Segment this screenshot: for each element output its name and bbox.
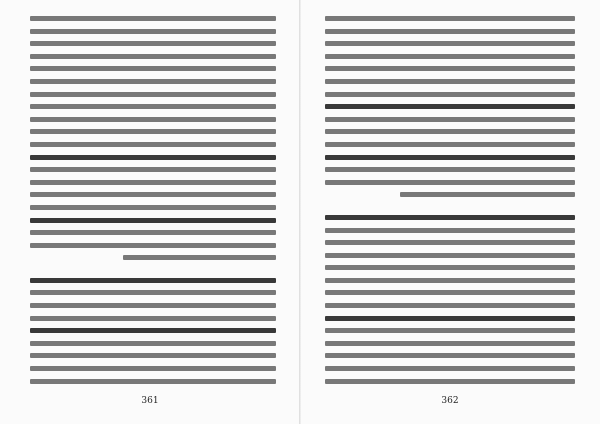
text-line bbox=[325, 41, 575, 46]
text-line bbox=[30, 66, 276, 71]
text-line bbox=[400, 192, 575, 197]
page-number: 362 bbox=[441, 396, 459, 406]
text-line bbox=[30, 353, 276, 358]
text-line bbox=[30, 29, 276, 34]
text-line bbox=[325, 228, 575, 233]
page-number: 361 bbox=[141, 396, 159, 406]
text-line bbox=[325, 303, 575, 308]
text-line bbox=[30, 205, 276, 210]
text-line bbox=[325, 104, 575, 109]
text-line bbox=[30, 155, 276, 160]
text-line bbox=[30, 129, 276, 134]
text-line bbox=[325, 353, 575, 358]
text-line bbox=[30, 341, 276, 346]
text-line bbox=[325, 278, 575, 283]
text-line bbox=[30, 218, 276, 223]
text-block bbox=[30, 16, 276, 391]
text-line bbox=[325, 79, 575, 84]
text-line bbox=[30, 328, 276, 333]
text-line bbox=[30, 142, 276, 147]
text-line bbox=[30, 303, 276, 308]
text-line bbox=[325, 379, 575, 384]
text-line bbox=[325, 92, 575, 97]
text-line bbox=[325, 341, 575, 346]
text-line bbox=[325, 54, 575, 59]
text-line bbox=[30, 290, 276, 295]
text-line bbox=[30, 79, 276, 84]
text-line bbox=[325, 366, 575, 371]
text-line bbox=[325, 240, 575, 245]
text-line bbox=[30, 366, 276, 371]
text-line bbox=[123, 255, 276, 260]
text-line bbox=[30, 41, 276, 46]
text-line bbox=[30, 243, 276, 248]
text-line bbox=[30, 316, 276, 321]
text-line bbox=[325, 316, 575, 321]
right-page bbox=[300, 0, 600, 424]
text-line bbox=[325, 66, 575, 71]
text-line bbox=[325, 253, 575, 258]
text-line bbox=[30, 92, 276, 97]
text-line bbox=[30, 180, 276, 185]
text-line bbox=[30, 54, 276, 59]
text-line bbox=[325, 16, 575, 21]
text-line bbox=[325, 290, 575, 295]
text-line bbox=[30, 16, 276, 21]
text-line bbox=[325, 167, 575, 172]
text-line bbox=[325, 142, 575, 147]
text-line bbox=[325, 29, 575, 34]
text-line bbox=[325, 265, 575, 270]
text-line bbox=[325, 129, 575, 134]
text-line bbox=[325, 117, 575, 122]
text-line bbox=[30, 167, 276, 172]
text-line bbox=[30, 104, 276, 109]
text-block bbox=[325, 16, 575, 391]
text-line bbox=[325, 215, 575, 220]
text-line bbox=[30, 379, 276, 384]
text-line bbox=[325, 180, 575, 185]
text-line bbox=[30, 278, 276, 283]
text-line bbox=[30, 230, 276, 235]
text-line bbox=[30, 192, 276, 197]
text-line bbox=[325, 155, 575, 160]
text-line bbox=[30, 117, 276, 122]
text-line bbox=[325, 328, 575, 333]
